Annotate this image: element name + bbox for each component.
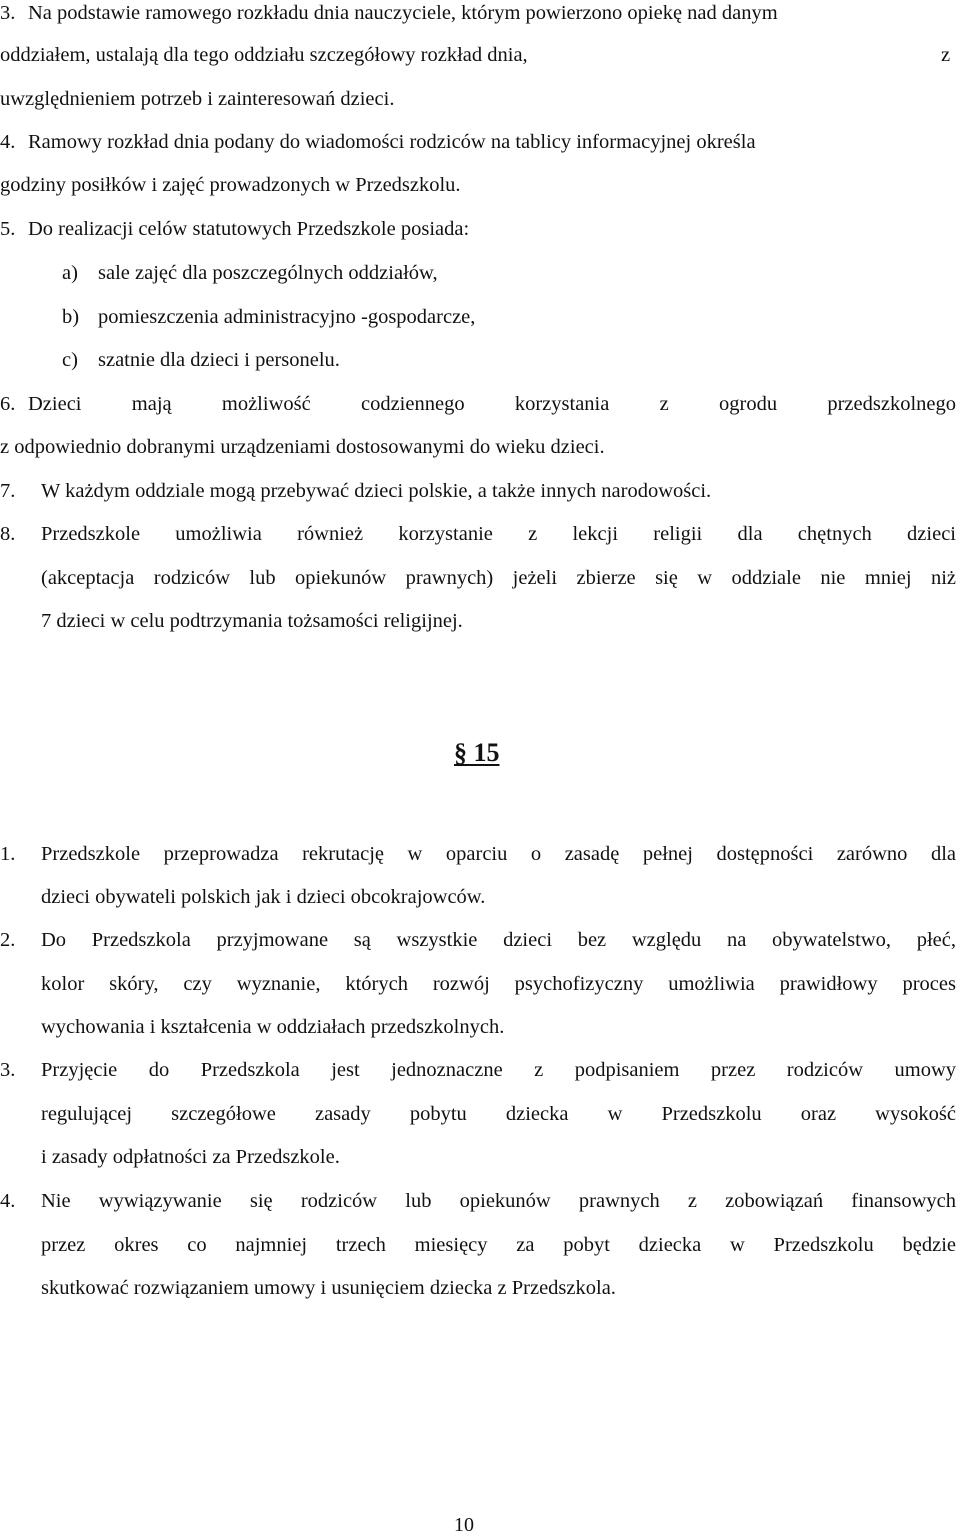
paragraph-6-text-line-2: z odpowiednio dobranymi urządzeniami dostosowanymi do wieku dzieci. (0, 436, 605, 458)
paragraph-4-text-line-2: godziny posiłków i zajęć prowadzonych w Przedszkolu. (0, 174, 461, 196)
paragraph-8-text-line-2: (akceptacja rodziców lub opiekunów prawnych) jeżeli zbierze się w oddziale nie mniej niż (41, 567, 956, 589)
section-heading: § 15 (454, 738, 500, 767)
section-paragraph-3-text-line-1: Przyjęcie do Przedszkola jest jednoznaczne z podpisaniem przez rodziców umowy (41, 1059, 956, 1081)
section-paragraph-4-text-line-3: skutkować rozwiązaniem umowy i usunięciem dziecka z Przedszkola. (41, 1277, 616, 1299)
section-paragraph-2-text-line-2: kolor skóry, czy wyznanie, których rozwój psychofizyczny umożliwia prawidłowy proces (41, 973, 956, 995)
list-item-c-content (62, 347, 340, 373)
list-item-a-letter: a) (62, 262, 78, 284)
list-item-c-text: szatnie dla dzieci i personelu. (98, 349, 340, 371)
paragraph-8-text-line-3: 7 dzieci w celu podtrzymania tożsamości religijnej. (41, 610, 463, 632)
paragraph-6-number: 6. (0, 393, 16, 415)
section-paragraph-1-number: 1. (0, 843, 16, 865)
paragraph-3-text-line-2-end: z (941, 44, 951, 66)
list-item-c-letter: c) (62, 349, 78, 371)
paragraph-5-number: 5. (0, 218, 16, 240)
section-paragraph-3-number: 3. (0, 1059, 16, 1081)
paragraph-3-text-line-1: Na podstawie ramowego rozkładu dnia nauczyciele, którym powierzono opiekę nad danym (28, 2, 778, 24)
section-paragraph-2-text-line-3: wychowania i kształcenia w oddziałach przedszkolnych. (41, 1016, 505, 1038)
list-item-b-text: pomieszczenia administracyjno -gospodarcze, (98, 306, 476, 328)
section-paragraph-2-text-line-1: Do Przedszkola przyjmowane są wszystkie dzieci bez względu na obywatelstwo, płeć, (41, 929, 956, 951)
section-paragraph-1-text-line-1: Przedszkole przeprowadza rekrutację w oparciu o zasadę pełnej dostępności zarówno dla (41, 843, 956, 865)
paragraph-8-number: 8. (0, 523, 16, 545)
list-item-a-content (62, 260, 438, 286)
page-number: 10 (454, 1514, 474, 1536)
section-paragraph-2-number: 2. (0, 929, 16, 951)
paragraph-7-text-line-1: W każdym oddziale mogą przebywać dzieci polskie, a także innych narodowości. (41, 480, 712, 502)
section-paragraph-1-text-line-2: dzieci obywateli polskich jak i dzieci obcokrajowców. (41, 886, 486, 908)
section-paragraph-4-number: 4. (0, 1190, 16, 1212)
list-item-a-text: sale zajęć dla poszczególnych oddziałów, (98, 262, 438, 284)
section-paragraph-3-text-line-2: regulującej szczegółowe zasady pobytu dziecka w Przedszkolu oraz wysokość (41, 1103, 956, 1125)
paragraph-5-text-line-1: Do realizacji celów statutowych Przedszkole posiada: (28, 218, 470, 240)
paragraph-8-text-line-1: Przedszkole umożliwia również korzystanie z lekcji religii dla chętnych dzieci (41, 523, 956, 545)
paragraph-7-number: 7. (0, 480, 16, 502)
section-paragraph-4-text-line-1: Nie wywiązywanie się rodziców lub opiekunów prawnych z zobowiązań finansowych (41, 1190, 956, 1212)
section-paragraph-4-text-line-2: przez okres co najmniej trzech miesięcy za pobyt dziecka w Przedszkolu będzie (41, 1234, 956, 1256)
list-item-b-content (62, 304, 475, 330)
paragraph-4-number: 4. (0, 131, 16, 153)
paragraph-3-text-line-3: uwzględnieniem potrzeb i zainteresowań dzieci. (0, 88, 395, 110)
section-paragraph-3-text-line-3: i zasady odpłatności za Przedszkole. (41, 1146, 340, 1168)
paragraph-3-text-line-2: oddziałem, ustalają dla tego oddziału szczegółowy rozkład dnia, (0, 44, 528, 66)
paragraph-4-text-line-1: Ramowy rozkład dnia podany do wiadomości rodziców na tablicy informacyjnej określa (28, 131, 756, 153)
paragraph-3-number: 3. (0, 2, 16, 24)
list-item-b-letter: b) (62, 306, 80, 328)
paragraph-6-text-line-1: Dzieci mają możliwość codziennego korzystania z ogrodu przedszkolnego (28, 393, 956, 415)
